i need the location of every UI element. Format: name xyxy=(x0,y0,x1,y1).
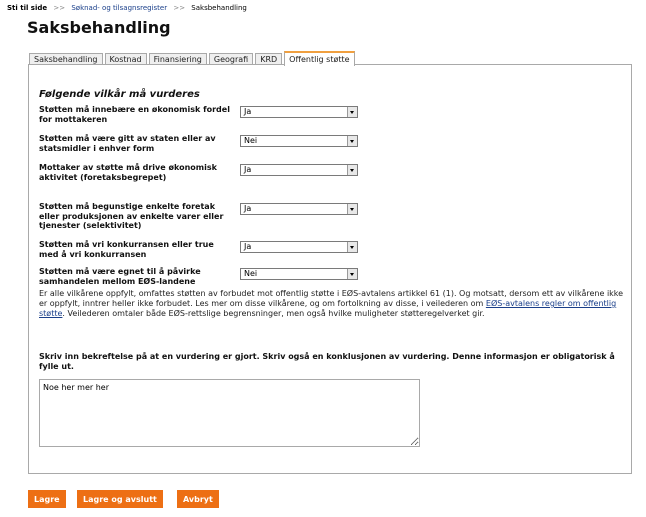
criterion-label: Støtten må være egnet til å påvirke samhandelen mellom EØS-landene xyxy=(39,267,201,286)
criterion-select[interactable] xyxy=(240,106,358,118)
tab-krd[interactable]: KRD xyxy=(255,53,282,65)
breadcrumb-lead: Sti til side xyxy=(7,4,48,12)
save-and-close-button[interactable]: Lagre og avslutt xyxy=(77,490,163,508)
criterion-label: Støtten må begunstige enkelte foretak eller produksjonen av enkelte varer eller tjenester (selektivitet) xyxy=(39,202,224,230)
criterion-label: Støtten må vri konkurransen eller true med å vri konkurransen xyxy=(39,240,214,259)
tab-offentlig-stotte[interactable]: Offentlig støtte xyxy=(284,51,354,66)
tab-panel xyxy=(28,64,632,474)
select-value: Ja xyxy=(244,165,252,174)
cancel-button[interactable]: Avbryt xyxy=(177,490,219,508)
dropdown-arrow-icon[interactable] xyxy=(347,242,357,252)
save-button[interactable]: Lagre xyxy=(28,490,66,508)
select-value: Ja xyxy=(244,107,252,116)
breadcrumb-separator: >> xyxy=(53,4,66,12)
select-value: Nei xyxy=(244,136,258,145)
dropdown-arrow-icon[interactable] xyxy=(347,204,357,214)
criterion-label: Mottaker av støtte må drive økonomisk aktivitet (foretaksbegrepet) xyxy=(39,163,217,182)
dropdown-arrow-icon[interactable] xyxy=(347,136,357,146)
select-value: Nei xyxy=(244,269,258,278)
criterion-select[interactable] xyxy=(240,268,358,280)
criterion-label: Støtten må innebære en økonomisk fordel for mottakeren xyxy=(39,105,230,124)
tab-finansiering[interactable]: Finansiering xyxy=(149,53,207,65)
instruction-text: Skriv inn bekreftelse på at en vurdering er gjort. Skriv også en konklusjonen av vurdering. Denne informasjon er obligatorisk å fylle ut. xyxy=(39,352,615,371)
criterion-label: Støtten må være gitt av staten eller av statsmidler i enhver form xyxy=(39,134,216,153)
tab-kostnad[interactable]: Kostnad xyxy=(105,53,147,65)
dropdown-arrow-icon[interactable] xyxy=(347,107,357,117)
tab-geografi[interactable]: Geografi xyxy=(209,53,253,65)
dropdown-arrow-icon[interactable] xyxy=(347,269,357,279)
assessment-textarea[interactable] xyxy=(39,379,420,447)
info-text-after: . Veilederen omtaler både EØS-rettslige begrensninger, men også hvilke muligheter støtteregelverket gir. xyxy=(62,309,485,318)
breadcrumb xyxy=(7,4,247,12)
page-title: Saksbehandling xyxy=(27,18,171,37)
breadcrumb-current: Saksbehandling xyxy=(191,4,247,12)
dropdown-arrow-icon[interactable] xyxy=(347,165,357,175)
breadcrumb-separator: >> xyxy=(173,4,186,12)
guide-link[interactable]: EØS-avtalens regler om offentlig støtte xyxy=(39,299,617,318)
select-value: Ja xyxy=(244,204,252,213)
criterion-select[interactable] xyxy=(240,241,358,253)
tab-saksbehandling[interactable]: Saksbehandling xyxy=(29,53,103,65)
breadcrumb-link-register[interactable]: Søknad- og tilsagnsregister xyxy=(71,4,168,12)
criterion-select[interactable] xyxy=(240,135,358,147)
section-title: Følgende vilkår må vurderes xyxy=(39,89,200,100)
info-text-before: Er alle vilkårene oppfylt, omfattes støtten av forbudet mot offentlig støtte i EØS-avtalens artikkel 61 (1). Og motsatt, dersom ett av vilkårene ikke er oppfylt, inntrer heller ikke forbudet. Les mer om disse vilkårene, og om fortolkning av disse, i veilederen om xyxy=(39,289,624,308)
info-text xyxy=(39,289,624,319)
tab-bar xyxy=(29,51,357,65)
criterion-select[interactable] xyxy=(240,164,358,176)
criterion-select[interactable] xyxy=(240,203,358,215)
select-value: Ja xyxy=(244,242,252,251)
